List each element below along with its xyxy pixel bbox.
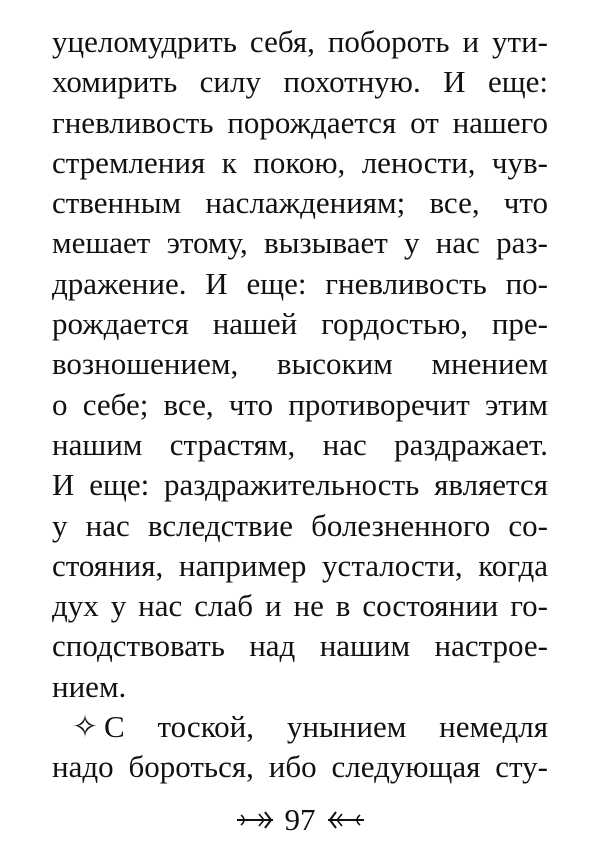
page-footer <box>0 800 600 840</box>
text-line: С тоской, унынием немедля <box>104 709 548 745</box>
text-line: стремления к покою, лености, чув- <box>52 144 548 180</box>
text-line: нашим страстям, нас раздражает. <box>52 426 548 462</box>
text-line: дражение. И еще: гневливость по- <box>52 265 548 301</box>
text-line: о себе; все, что противоречит этим <box>52 386 548 422</box>
text-line: хомирить силу похотную. И еще: <box>52 64 548 100</box>
text-line: уцеломудрить себя, побороть и ути- <box>52 24 548 59</box>
text-line: гневливость порождается от нашего <box>52 104 548 140</box>
text-line: возношением, высоким мнением <box>52 346 548 382</box>
text-line: стояния, например усталости, когда <box>52 547 548 583</box>
text-line: сподствовать над нашим настрое- <box>52 628 548 664</box>
text-line: рождается нашей гордостью, пре- <box>52 306 548 342</box>
page-number: 97 <box>284 802 316 837</box>
text-line: у нас вследствие болезненного со- <box>52 507 548 543</box>
right-flourish-icon <box>326 809 366 831</box>
diamond-bullet-icon: ✧ <box>72 709 98 745</box>
text-line: дух у нас слаб и не в состоянии го- <box>52 588 548 624</box>
body-text <box>52 22 548 788</box>
paragraph-first-line <box>52 707 548 747</box>
text-line: надо бороться, ибо следующая сту- <box>52 749 548 785</box>
text-line: мешает этому, вызывает у нас раз- <box>52 225 548 261</box>
text-line: нием. <box>52 668 127 704</box>
text-line: ственным наслаждениям; все, что <box>52 185 548 221</box>
text-line: И еще: раздражительность является <box>52 467 548 503</box>
left-flourish-icon <box>235 809 275 831</box>
